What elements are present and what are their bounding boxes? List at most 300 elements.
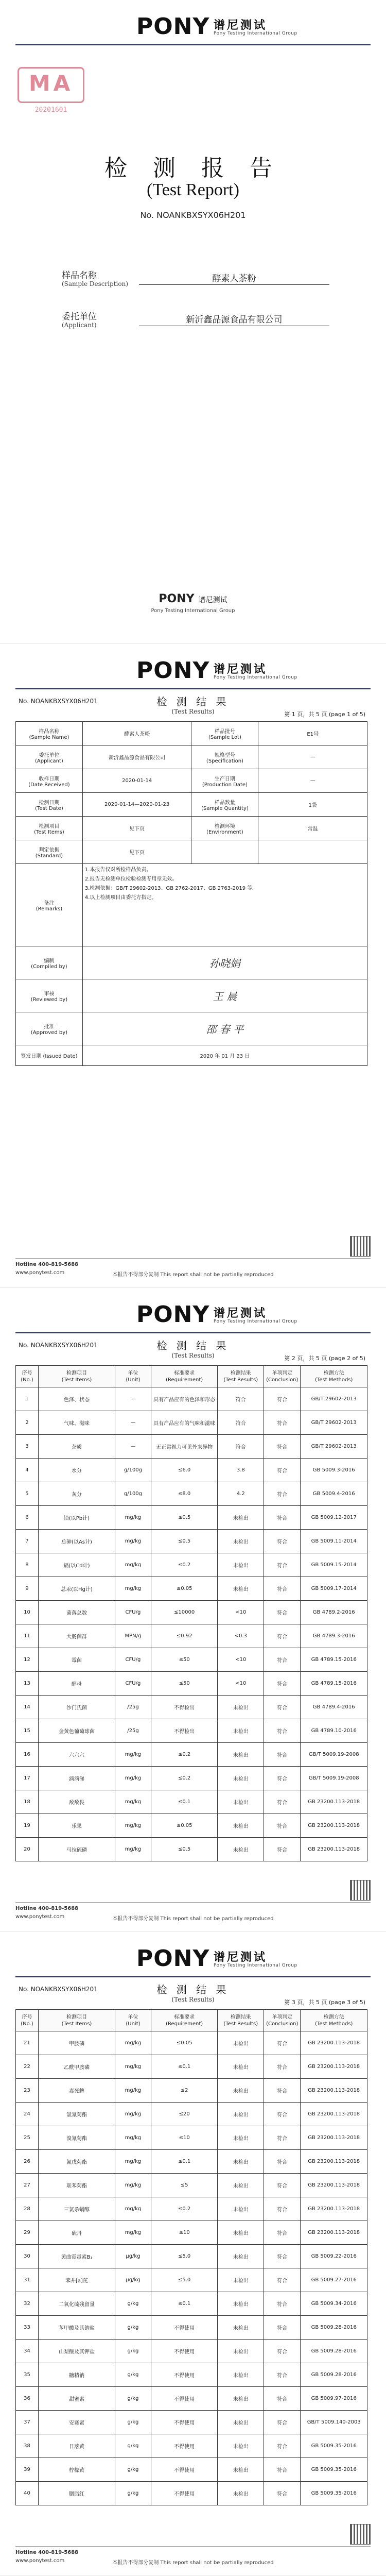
table-cell: ≤2 [151, 2079, 218, 2103]
table-cell: 未检出 [218, 2292, 264, 2316]
table-cell: 具有产品应有的气味和滋味 [151, 1411, 218, 1435]
table-cell: mg/kg [115, 2055, 151, 2079]
table-cell: 符合 [218, 1387, 264, 1411]
table-cell: 三氯杀螨醇 [38, 2197, 115, 2221]
info-row [16, 793, 367, 817]
table-cell: 具有产品应有的色泽和形态 [151, 1387, 218, 1411]
table-cell: GB 23200.113-2018 [301, 2031, 367, 2055]
info-label: 样品批号 (Sample Lot) [191, 722, 258, 745]
table-cell: 符合 [264, 1719, 301, 1743]
column-header: 单项判定 (Conclusion) [264, 1366, 301, 1387]
table-cell: 黄曲霉毒素B₁ [38, 2245, 115, 2268]
page-footer [15, 2546, 371, 2567]
page-title: 检 测 结 果 [156, 696, 230, 708]
table-cell: ≤0.5 [151, 1838, 218, 1861]
pony-logo: PONY [136, 1301, 210, 1328]
column-header: 序号 (No.) [16, 2010, 39, 2031]
info-value: 2020-01-14—2020-01-23 [82, 793, 191, 817]
info-value: 新沂鑫品源食品有限公司 [82, 745, 191, 769]
table-cell: 符合 [264, 2363, 301, 2387]
table-cell: 24 [16, 2103, 39, 2126]
table-cell: 未检出 [218, 2245, 264, 2268]
remark-line: 1.本报告仅对所检样品负责。 [84, 867, 152, 873]
date-label: 签发日期 (Issued Date) [16, 1045, 83, 1066]
table-cell: GB 5009.12-2017 [301, 1506, 367, 1530]
table-cell: 符合 [264, 1648, 301, 1672]
table-cell: ≤5.0 [151, 2268, 218, 2292]
table-cell: 柠檬黄 [38, 2458, 115, 2482]
info-label [191, 840, 258, 864]
table-cell: mg/kg [115, 1577, 151, 1601]
table-cell: ≤0.05 [151, 2031, 218, 2055]
table-cell: GB 4789.10-2016 [301, 1719, 367, 1743]
table-cell: GB/T 29602-2013 [301, 1411, 367, 1435]
info-row [16, 817, 367, 840]
table-cell: 3 [16, 1435, 39, 1459]
signature [82, 1012, 367, 1045]
cover-report-no [0, 210, 386, 220]
brand-cn: 谱尼测试 [214, 19, 268, 32]
report-no: No. NOANKBXSYX06H201 [19, 1986, 98, 1993]
table-cell: mg/kg [115, 2150, 151, 2174]
table-cell: 33 [16, 2316, 39, 2340]
table-cell: CFU/g [115, 1601, 151, 1624]
table-cell: 符合 [264, 2411, 301, 2434]
table-cell: GB 23200.113-2018 [301, 2103, 367, 2126]
brand-cn: 谱尼测试 [214, 663, 268, 676]
table-cell: 甲胺磷 [38, 2031, 115, 2055]
table-cell: GB 23200.113-2018 [301, 1814, 367, 1838]
table-row [16, 2174, 367, 2197]
table-cell: mg/kg [115, 1767, 151, 1790]
table-cell: GB 23200.113-2018 [301, 2150, 367, 2174]
info-row [16, 722, 367, 745]
table-cell: ≤0.05 [151, 1577, 218, 1601]
table-row [16, 2079, 367, 2103]
table-cell: 34 [16, 2340, 39, 2363]
table-row [16, 2221, 367, 2245]
table-cell: 未检出 [218, 2197, 264, 2221]
table-cell: g/kg [115, 2316, 151, 2340]
page-footer [15, 1902, 371, 1923]
table-cell: ≤5.0 [151, 2245, 218, 2268]
table-cell: 杂质 [38, 1435, 115, 1459]
table-cell: 不得使用 [151, 2387, 218, 2411]
table-row [16, 2055, 367, 2079]
signature-label: 批准 (Approved by) [16, 1012, 83, 1045]
header-rule [15, 688, 371, 689]
table-cell: 未检出 [218, 1814, 264, 1838]
cover-field-applicant [62, 309, 329, 336]
header-rule [15, 1332, 371, 1333]
column-header: 单位 (Unit) [115, 2010, 151, 2031]
table-row [16, 1743, 367, 1767]
table-cell: GB 4789.2-2016 [301, 1601, 367, 1624]
table-cell: 15 [16, 1719, 39, 1743]
table-cell: g/kg [115, 2363, 151, 2387]
table-cell: GB 5009.28-2016 [301, 2363, 367, 2387]
table-cell: 符合 [264, 2292, 301, 2316]
cma-code: 20201601 [34, 106, 67, 114]
table-row [16, 1719, 367, 1743]
table-cell: 38 [16, 2434, 39, 2458]
website: www.ponytest.com [15, 2558, 65, 2564]
cover-page [0, 0, 386, 644]
table-cell: 35 [16, 2363, 39, 2387]
table-cell: GB/T 5009.19-2008 [301, 1767, 367, 1790]
table-row [16, 1553, 367, 1577]
table-cell: mg/kg [115, 1814, 151, 1838]
table-cell: ≤0.2 [151, 1553, 218, 1577]
table-cell: 符合 [264, 1387, 301, 1411]
table-row [16, 2482, 367, 2505]
table-cell: mg/kg [115, 1506, 151, 1530]
table-cell: 山梨酸及其钾盐 [38, 2340, 115, 2363]
info-value: 见下页 [82, 840, 191, 864]
table-row [16, 1767, 367, 1790]
field-value: 酵素人茶粉 [212, 274, 256, 284]
table-cell: 霉菌 [38, 1648, 115, 1672]
table-cell: 氯氰菊酯 [38, 2103, 115, 2126]
table-cell: ≤0.2 [151, 2197, 218, 2221]
table-row [16, 2316, 367, 2340]
table-cell: 20 [16, 1838, 39, 1861]
column-header: 检测项目 (Test Items) [38, 2010, 115, 2031]
table-cell: 无正常视力可见外来异物 [151, 1435, 218, 1459]
table-cell: ≤5 [151, 2174, 218, 2197]
info-value [258, 840, 367, 864]
table-cell: 13 [16, 1672, 39, 1696]
cover-title: 检 测 报 告 [104, 155, 282, 181]
table-cell: CFU/g [115, 1648, 151, 1672]
table-cell: 未检出 [218, 2079, 264, 2103]
info-value: 1袋 [258, 793, 367, 817]
table-cell: 未检出 [218, 1719, 264, 1743]
table-cell: 符合 [264, 2197, 301, 2221]
page-number: 第 3 页，共 5 页 (page 3 of 5) [284, 1999, 365, 2006]
table-cell: 糖精钠 [38, 2363, 115, 2387]
table-cell: ≤0.1 [151, 1790, 218, 1814]
table-cell: 符合 [264, 1411, 301, 1435]
cover-field-sample [62, 268, 329, 295]
table-cell: ≤0.1 [151, 2055, 218, 2079]
field-label-cn: 委托单位 [62, 312, 97, 322]
table-cell: 毒死蜱 [38, 2079, 115, 2103]
table-cell: 不得使用 [151, 2434, 218, 2458]
table-row [16, 2126, 367, 2150]
hotline: Hotline 400-819-5688 [15, 1262, 79, 1267]
remarks-body [82, 864, 367, 946]
website: www.ponytest.com [15, 1914, 65, 1920]
table-cell: GB/T 5009.19-2008 [301, 1743, 367, 1767]
table-cell: 符合 [264, 1553, 301, 1577]
table-row [16, 1577, 367, 1601]
table-cell: 12 [16, 1648, 39, 1672]
info-value: E1号 [258, 722, 367, 745]
table-cell: 马拉硫磷 [38, 1838, 115, 1861]
table-cell: mg/kg [115, 2031, 151, 2055]
table-cell: 符合 [264, 2340, 301, 2363]
report-no: No. NOANKBXSYX06H201 [19, 1342, 98, 1349]
field-label-cn: 样品名称 [62, 270, 97, 281]
column-header: 检测项目 (Test Items) [38, 1366, 115, 1387]
info-value: 见下页 [82, 817, 191, 840]
table-cell: ≤0.05 [151, 1814, 218, 1838]
table-cell: 不得检出 [151, 1719, 218, 1743]
table-cell: ≤0.5 [151, 1506, 218, 1530]
table-cell: GB 5009.35-2016 [301, 2434, 367, 2458]
table-cell: 18 [16, 1790, 39, 1814]
table-cell: 未检出 [218, 2316, 264, 2340]
column-header: 单项判定 (Conclusion) [264, 2010, 301, 2031]
table-cell: <10 [218, 1672, 264, 1696]
table-row [16, 2150, 367, 2174]
column-header: 序号 (No.) [16, 1366, 39, 1387]
header-row [16, 2010, 367, 2031]
table-cell: mg/kg [115, 1838, 151, 1861]
field-label-en: (Applicant) [62, 321, 97, 329]
signature-row [16, 1012, 367, 1045]
table-cell: ≤0.5 [151, 1530, 218, 1553]
table-cell: 未检出 [218, 2482, 264, 2505]
page-header [15, 1945, 371, 1976]
foot-logo: PONY [159, 592, 195, 605]
info-label: 检测日期 (Test Date) [16, 793, 83, 817]
results-page-3 [0, 1932, 386, 2576]
table-row [16, 2363, 367, 2387]
table-cell: 符合 [264, 1577, 301, 1601]
table-cell: 37 [16, 2411, 39, 2434]
table-cell: 9 [16, 1577, 39, 1601]
table-cell: GB 4789.4-2016 [301, 1696, 367, 1719]
table-cell: 19 [16, 1814, 39, 1838]
table-cell: g/kg [115, 2340, 151, 2363]
table-cell: 符合 [264, 2387, 301, 2411]
table-cell: 未检出 [218, 2126, 264, 2150]
signature-label: 编制 (Compiled by) [16, 946, 83, 979]
table-cell: 不得使用 [151, 2482, 218, 2505]
table-cell: 符合 [218, 1435, 264, 1459]
info-label: 检测项目 (Test Items) [16, 817, 83, 840]
table-cell: GB 23200.113-2018 [301, 2197, 367, 2221]
table-cell: ≤0.1 [151, 2150, 218, 2174]
brand-en: Pony Testing International Group [214, 1319, 297, 1324]
info-label: 检测环境 (Environment) [191, 817, 258, 840]
table-cell: 符合 [264, 2174, 301, 2197]
table-cell: 铅(以Pb计) [38, 1506, 115, 1530]
table-cell: ≤6.0 [151, 1459, 218, 1482]
info-label: 生产日期 (Production Date) [191, 769, 258, 793]
cover-subtitle: (Test Report) [147, 180, 239, 199]
table-cell: 符合 [264, 2079, 301, 2103]
table-row [16, 1482, 367, 1506]
table-cell: 未检出 [218, 2340, 264, 2363]
table-cell: 11 [16, 1624, 39, 1648]
table-row [16, 2340, 367, 2363]
page-number: 第 2 页，共 5 页 (page 2 of 5) [284, 1355, 365, 1362]
brand-cn: 谱尼测试 [214, 1307, 268, 1320]
page-title: 检 测 结 果 [156, 1340, 230, 1352]
website: www.ponytest.com [15, 1270, 65, 1276]
report-no: No. NOANKBXSYX06H201 [19, 698, 98, 705]
table-cell: 沙门氏菌 [38, 1696, 115, 1719]
table-row [16, 2292, 367, 2316]
info-row [16, 769, 367, 793]
table-cell: 符合 [264, 1767, 301, 1790]
table-cell: 36 [16, 2387, 39, 2411]
table-cell: 水分 [38, 1459, 115, 1482]
table-cell: ≤0.92 [151, 1624, 218, 1648]
table-row [16, 1459, 367, 1482]
table-cell: mg/kg [115, 2174, 151, 2197]
table-cell: mg/kg [115, 1553, 151, 1577]
info-row [16, 745, 367, 769]
table-cell: μg/kg [115, 2268, 151, 2292]
table-cell: 未检出 [218, 1577, 264, 1601]
table-cell: mg/kg [115, 1743, 151, 1767]
table-cell: GB 5009.15-2014 [301, 1553, 367, 1577]
info-value: — [258, 769, 367, 793]
cover-header [15, 13, 371, 44]
field-label-en: (Sample Description) [62, 280, 129, 287]
column-header: 检测结果 (Test Results) [218, 2010, 264, 2031]
table-cell: 28 [16, 2197, 39, 2221]
table-cell: 6 [16, 1506, 39, 1530]
table-cell: 符合 [264, 2150, 301, 2174]
remark-line: 2.报告无检测单位检验检测专用章无效。 [84, 876, 178, 882]
header-row [16, 1366, 367, 1387]
table-cell: 未检出 [218, 2150, 264, 2174]
table-cell: 符合 [264, 2268, 301, 2292]
foot-logo-cn: 谱尼测试 [198, 596, 227, 604]
remark-line: 4.以上检测项目由委托方指定。 [84, 895, 157, 901]
table-cell: 不得使用 [151, 2458, 218, 2482]
table-cell: GB 23200.113-2018 [301, 1838, 367, 1861]
pony-logo: PONY [136, 657, 210, 684]
table-cell: 胭脂红 [38, 2482, 115, 2505]
table-cell: 40 [16, 2482, 39, 2505]
table-cell: — [115, 1387, 151, 1411]
field-underline [139, 284, 329, 285]
table-cell: 未检出 [218, 2458, 264, 2482]
table-row [16, 2434, 367, 2458]
table-cell: 未检出 [218, 1767, 264, 1790]
column-header: 单位 (Unit) [115, 1366, 151, 1387]
table-cell: ≤0.1 [151, 2292, 218, 2316]
table-cell: g/kg [115, 2482, 151, 2505]
footer-note: 本报告不得部分复制 This report shall not be partially reproduced [112, 2560, 274, 2566]
cma-stamp [17, 67, 84, 103]
table-cell: 未检出 [218, 1790, 264, 1814]
results-table [15, 2009, 367, 2505]
qr-code-icon [350, 1880, 371, 1901]
footer-note: 本报告不得部分复制 This report shall not be partially reproduced [112, 1272, 274, 1278]
cma-text: MA [28, 71, 74, 96]
table-cell: GB/T 29602-2013 [301, 1435, 367, 1459]
table-cell: 17 [16, 1767, 39, 1790]
table-cell: GB 23200.113-2018 [301, 2174, 367, 2197]
table-cell: 未检出 [218, 2387, 264, 2411]
page-header [15, 657, 371, 688]
info-table [15, 721, 367, 1066]
table-cell: GB 5009.17-2014 [301, 1577, 367, 1601]
table-cell: /25g [115, 1696, 151, 1719]
table-cell: ≤0.2 [151, 1767, 218, 1790]
table-row [16, 1790, 367, 1814]
remarks-label: 备注 (Remarks) [16, 864, 83, 946]
table-cell: 10 [16, 1601, 39, 1624]
table-cell: GB 23200.113-2018 [301, 2055, 367, 2079]
table-cell: 符合 [264, 1743, 301, 1767]
info-page [0, 644, 386, 1288]
table-cell: 溴氰菊酯 [38, 2126, 115, 2150]
table-row [16, 1601, 367, 1624]
table-cell: 未检出 [218, 2411, 264, 2434]
signature [82, 979, 367, 1012]
table-cell: g/kg [115, 2434, 151, 2458]
page-title: 检 测 结 果 [156, 1984, 230, 1996]
table-cell: ≤20 [151, 2103, 218, 2126]
table-cell: 未检出 [218, 2174, 264, 2197]
table-cell: GB 5009.35-2016 [301, 2458, 367, 2482]
report-no-value: NOANKBXSYX06H201 [156, 210, 246, 220]
table-cell: 29 [16, 2221, 39, 2245]
info-label: 委托单位 (Applicant) [16, 745, 83, 769]
table-row [16, 2197, 367, 2221]
table-cell: GB 23200.113-2018 [301, 2126, 367, 2150]
table-cell: 26 [16, 2150, 39, 2174]
table-cell: 未检出 [218, 1838, 264, 1861]
date-row [16, 1045, 367, 1066]
table-cell: 5 [16, 1482, 39, 1506]
table-cell: ≤10000 [151, 1601, 218, 1624]
table-row [16, 1696, 367, 1719]
table-cell: ≤0.2 [151, 1743, 218, 1767]
column-header: 标准要求 (Requirement) [151, 2010, 218, 2031]
table-cell: 日落黄 [38, 2434, 115, 2458]
table-cell: mg/kg [115, 2126, 151, 2150]
brand-cn: 谱尼测试 [214, 1951, 268, 1964]
table-cell: GB 5009.28-2016 [301, 2316, 367, 2340]
table-cell: 联苯菊酯 [38, 2174, 115, 2197]
table-cell: 总砷(以As计) [38, 1530, 115, 1553]
table-cell: 符合 [264, 2316, 301, 2340]
table-cell: 滴滴涕 [38, 1767, 115, 1790]
table-cell: GB 23200.113-2018 [301, 2221, 367, 2245]
table-cell: 大肠菌群 [38, 1624, 115, 1648]
table-cell: 符合 [264, 1601, 301, 1624]
table-cell: 31 [16, 2268, 39, 2292]
table-cell: 1 [16, 1387, 39, 1411]
table-cell: GB 5009.11-2014 [301, 1530, 367, 1553]
cover-foot-en: Pony Testing International Group [151, 608, 235, 614]
report-no-label: No. [140, 210, 154, 220]
table-cell: 8 [16, 1553, 39, 1577]
info-label: 样品名称 (Sample Name) [16, 722, 83, 745]
table-cell: GB 5009.3-2016 [301, 1459, 367, 1482]
table-cell: GB 23200.113-2018 [301, 1790, 367, 1814]
table-row [16, 2031, 367, 2055]
table-cell: GB 5009.4-2016 [301, 1482, 367, 1506]
table-cell: g/kg [115, 2458, 151, 2482]
table-row [16, 2268, 367, 2292]
table-row [16, 2103, 367, 2126]
table-cell: <10 [218, 1648, 264, 1672]
table-cell: 乙酰甲胺磷 [38, 2055, 115, 2079]
table-row [16, 1411, 367, 1435]
table-cell: 未检出 [218, 2103, 264, 2126]
table-cell: 30 [16, 2245, 39, 2268]
